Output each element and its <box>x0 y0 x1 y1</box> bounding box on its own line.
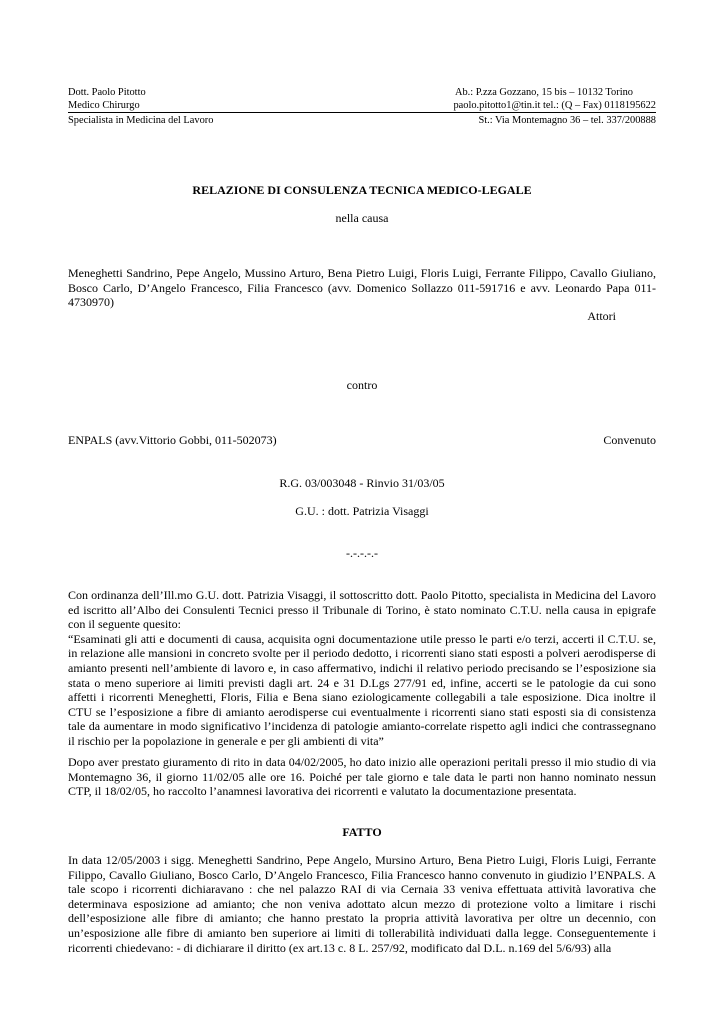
header-address-home: Ab.: P.zza Gozzano, 15 bis – 10132 Torino <box>454 87 633 98</box>
plaintiffs-text: Meneghetti Sandrino, Pepe Angelo, Mussino Arturo, Bena Pietro Luigi, Floris Luigi, Ferrante Filippo, Cavallo Giuliano, Bosco Carlo, D’Angelo Francesco, Filia Francesco (avv. Domenico Sollazzo 011-591716 e avv. Leonardo Papa 011-4730970) <box>68 266 656 310</box>
order-paragraph <box>68 588 656 749</box>
judge-reference: G.U. : dott. Patrizia Visaggi <box>295 504 429 518</box>
document-subtitle: nella causa <box>335 211 389 225</box>
oath-text: Dopo aver prestato giuramento di rito in data 04/02/2005, ho dato inizio alle operazioni peritali presso il mio studio di via Montemagno 36, il giorno 11/02/05 alle ore 16. Poiché per tale giorno e tale data le parti non hanno nominato nessun CTP, il 18/02/05, ho raccolto l’anamnesi lavorativa dei ricorrenti e valutato la documentazione presentata. <box>68 755 656 799</box>
oath-paragraph <box>68 755 656 799</box>
facts-paragraph <box>68 853 656 955</box>
order-intro-text: Con ordinanza dell’Ill.mo G.U. dott. Patrizia Visaggi, il sottoscritto dott. Paolo Pitotto, specialista in Medicina del Lavoro ed iscritto all’Albo dei Consulenti Tecnici presso il Tribunale di Torino, è stato nominato C.T.U. nella causa in epigrafe con il seguente quesito: <box>68 588 656 632</box>
header-specialty: Specialista in Medicina del Lavoro <box>68 115 214 126</box>
order-question-text: “Esaminati gli atti e documenti di causa, acquisita ogni documentazione utile presso le parti e/o terzi, accerti il C.T.U. se, in relazione alle mansioni in concreto svolte per il periodo dedotto, i ricorrenti siano stati esposti a polveri aerodisperse di amianto presenti nell’ambiente di lavoro e, in caso affermativo, indichi il relativo periodo precisando se l’esposizione sia stata o meno superiore ai limiti previsti dagli art. 24 e 31 D.Lgs 277/91 ed, infine, accerti se le patologie da cui sono affetti i ricorrenti Meneghetti, Floris, Filia e Bena siano eziologicamente collegabili a tale esposizione. Dica inoltre il CTU se l’esposizione a fibre di amianto aerodisperse cui eventualmente i ricorrenti siano stati esposti sia di consistenza tale da aumentare in modo significativo l’incidenza di patologie amianto-correlate rispetto agli indici che contrassegnano il rischio per la popolazione in generale e per gli ambienti di vita” <box>68 631 656 748</box>
facts-text: In data 12/05/2003 i sigg. Meneghetti Sandrino, Pepe Angelo, Mursino Arturo, Bena Pietro Luigi, Floris Luigi, Ferrante Filippo, Cavallo Giuliano, Bosco Carlo, D’Angelo Francesco, Filia Francesco hanno convenuto in giudizio l’ENPALS. A tale scopo i ricorrenti dichiaravano : che nel palazzo RAI di via Cernaia 33 veniva effettuata attività lavorativa che determinava esposizione ad amianto; che non veniva adottato alcun mezzo di protezione volto a limitare i rischi dell’esposizione alle fibre di amianto; che hanno prestato la propria attività lavorativa per oltre un decennio, con un’esposizione alle fibre di amianto ben superiore ai limiti di tollerabilità individuati dalla legge. Conseguentemente i ricorrenti chiedevano: - di dichiarare il diritto (ex art.13 c. 8 L. 257/92, modificato dal D.L. n.169 del 5/6/93) alla <box>68 853 656 955</box>
header-address-studio: St.: Via Montemagno 36 – tel. 337/200888 <box>478 115 656 126</box>
versus-label: contro <box>346 378 378 392</box>
header-divider <box>68 112 656 113</box>
header-contact: paolo.pitotto1@tin.it tel.: (Q – Fax) 0118195622 <box>453 100 656 111</box>
defendant-role: Convenuto <box>603 433 656 447</box>
case-reference: R.G. 03/003048 - Rinvio 31/03/05 <box>279 476 445 490</box>
section-separator: -.-.-.-.- <box>346 546 378 560</box>
plaintiffs-paragraph <box>68 266 656 310</box>
document-title: RELAZIONE DI CONSULENZA TECNICA MEDICO-LEGALE <box>192 183 532 197</box>
section-heading-fatto: FATTO <box>342 825 382 839</box>
header-name: Dott. Paolo Pitotto <box>68 87 146 98</box>
header-title: Medico Chirurgo <box>68 100 140 111</box>
plaintiffs-role: Attori <box>587 309 616 323</box>
defendant-text: ENPALS (avv.Vittorio Gobbi, 011-502073) <box>68 433 277 447</box>
